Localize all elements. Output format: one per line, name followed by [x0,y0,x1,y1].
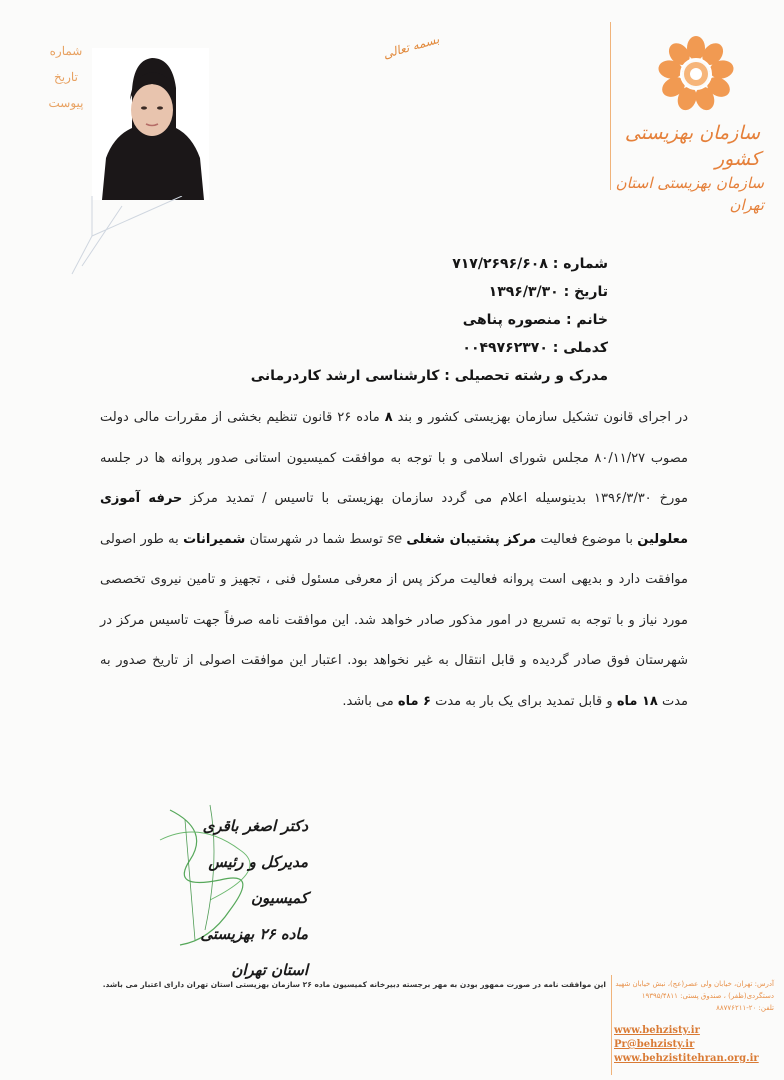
date-field-label: تاریخ [54,70,78,84]
recipient-value: منصوره پناهی [462,312,562,328]
photo-stamp-lines [62,196,192,276]
address-line1: آدرس: تهران، خیابان ولی عصر(عج)، نبش خیابان شهید [615,980,774,988]
letter-meta [248,250,608,390]
organization-name [612,120,780,216]
phone-number: تلفن: ۲۰-۸۸۷۷۶۲۱۱ [716,1004,774,1012]
letter-number-label: شماره : [552,256,608,272]
extension-period-bold: ۶ ماه [397,693,431,709]
national-id-value: ۰۰۴۹۷۶۲۳۷۰ [462,340,548,356]
bismillah-header: بسمه تعالی [381,32,441,62]
body-segment: به طور اصولی موافقت دارد و بدیهی است پروانه فعالیت مرکز پس از معرفی مسئول فنی ، تجهیز و تامین نیروی تخصصی مورد نیاز و با توجه به تسریع در امور مذکور صادر خواهد شد. این موافقت نامه صرفاً جهت تاسیس مرکز در شهرستان فوق صادر گردیده و قابل انتقال به غیر نخواهد بود. [100,531,688,668]
recipient-row [248,306,608,334]
letter-number-row [248,250,608,278]
validity-note: این موافقت نامه در صورت ممهور بودن به مهر برجسته دبیرخانه کمیسیون ماده ۲۶ سازمان بهزیستی استان تهران دارای اعتبار می باشد. [102,980,606,989]
signatory-name: دکتر اصغر باقری [202,817,308,835]
email-link[interactable]: Pr@behzisty.ir [614,1039,695,1050]
provincial-website-link[interactable]: www.behzistitehran.org.ir [614,1053,759,1064]
letter-body [100,398,688,722]
city-bold: شمیرانات [183,531,246,547]
footer-address [614,978,774,1014]
activity-abbrev: se [387,531,403,547]
activity-subject-bold: مرکز پشتیبان شغلی [406,531,537,547]
body-segment: با موضوع فعالیت [540,531,633,547]
degree-label: مدرک و رشته تحصیلی : [444,368,608,384]
attachment-field-label: پیوست [48,96,84,110]
letter-meta-labels [40,38,92,116]
footer-links [614,1024,778,1066]
organization-name-line2: سازمان بهزیستی استان تهران [615,174,764,214]
behzisti-logo-icon [646,28,748,120]
validity-period-bold: ۱۸ ماه [616,693,658,709]
signatory-block [168,808,308,988]
footer-divider [611,975,612,1075]
body-segment: ماده ۲۶ قانون تنظیم بخشی از مقررات مالی دولت مصوب ۸۰/۱۱/۲۷ مجلس شورای اسلامی و با توجه به موافقت کمیسیون استانی صدور پروانه ها در جلسه مورخ ۱۳۹۶/۳/۳۰ بدینوسیله اعلام می گردد سازمان بهزیستی با تاسیس / تمدید مرکز [100,410,689,506]
letter-number-value: ۷۱۷/۲۶۹۶/۶۰۸ [452,256,548,272]
body-segment: توسط شما در شهرستان [249,531,383,547]
letter-date-row [248,278,608,306]
header-divider [610,22,611,190]
applicant-photo [92,48,209,200]
organization-name-line1: سازمان بهزیستی کشور [624,122,760,170]
degree-row [248,362,608,390]
recipient-label: خانم : [565,312,608,328]
body-segment: در اجرای قانون تشکیل سازمان بهزیستی کشور و بند [397,410,688,425]
signatory-department: ماده ۲۶ بهزیستی استان تهران [200,925,308,979]
national-id-row [248,334,608,362]
website-link[interactable]: www.behzisty.ir [614,1025,700,1036]
address-line2: دستگردی(ظفر) ، صندوق پستی: ۱۹۳۹۵/۴۸۱۱ [641,992,774,1000]
body-segment: اعتبار این موافقت اصولی از تاریخ صدور به مدت [100,653,688,709]
body-segment: می باشد. [342,693,394,709]
letter-date-value: ۱۳۹۶/۳/۳۰ [488,284,559,300]
degree-value: کارشناسی ارشد کاردرمانی [250,368,440,384]
center-type-bold: حرفه آموزی معلولین [100,491,689,547]
body-segment: و قابل تمدید برای یک بار به مدت [435,693,613,709]
letter-date-label: تاریخ : [563,284,608,300]
national-id-label: کدملی : [552,340,608,356]
signatory-title: مدیرکل و رئیس کمیسیون [208,853,308,907]
number-field-label: شماره [49,44,83,58]
body-bold-segment: ۸ [384,410,393,425]
